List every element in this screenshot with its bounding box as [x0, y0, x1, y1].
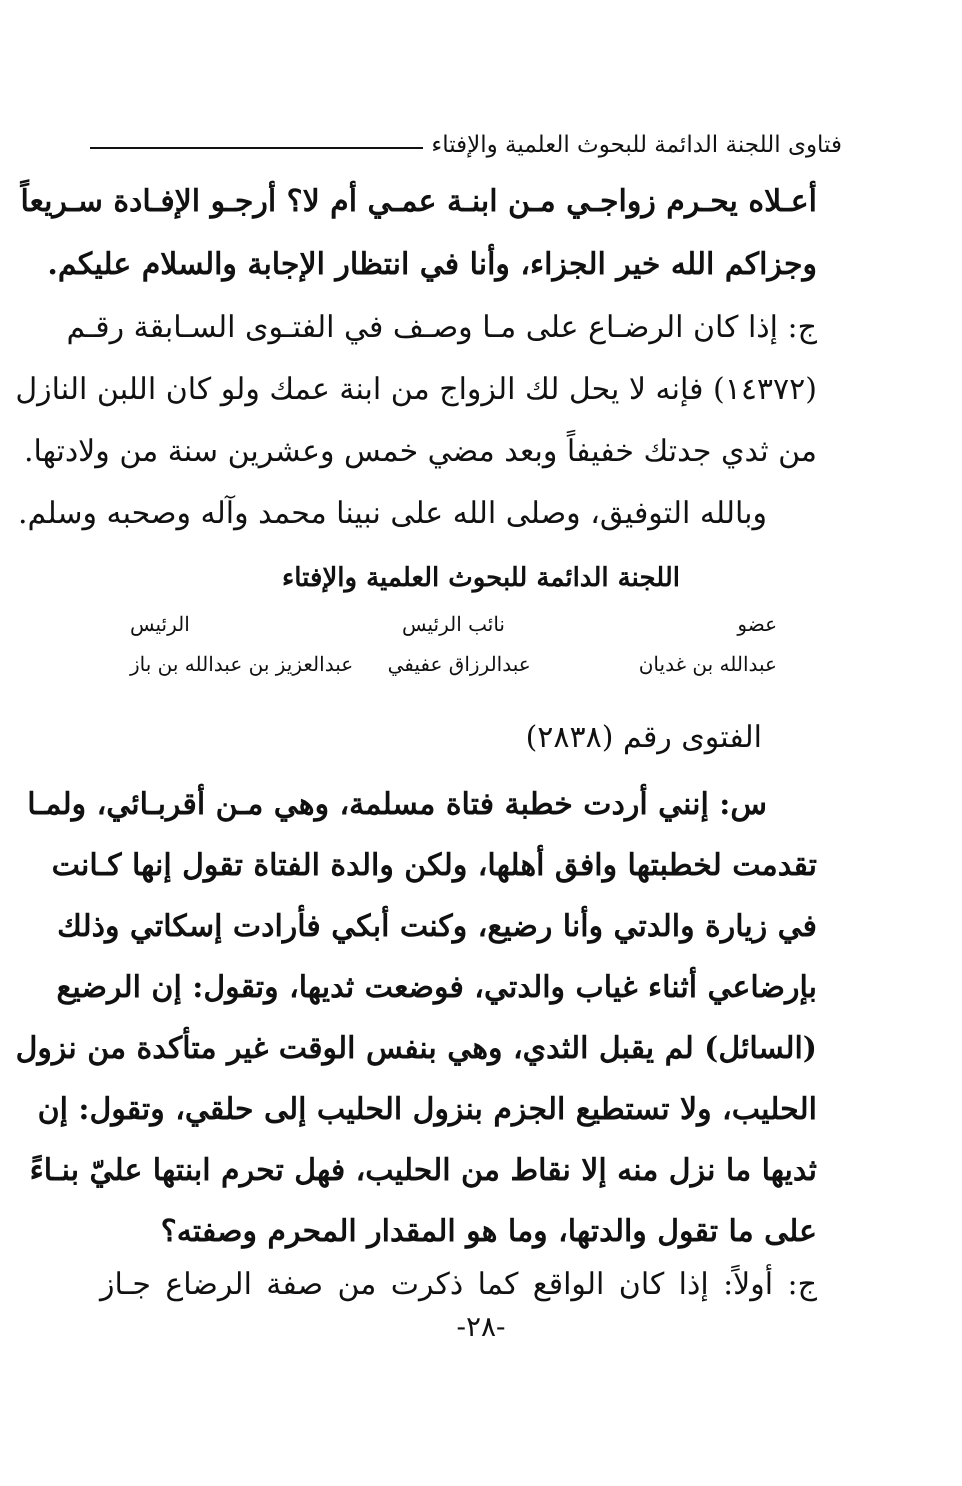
signature-names	[130, 652, 777, 682]
question-line: الحليب، ولا تستطيع الجزم بنزول الحليب إلى حلقي، وتقول: إن	[37, 1092, 817, 1127]
question-line: بإرضاعي أثناء غياب والدتي، فوضعت ثديها، وتقول: إن الرضيع	[56, 970, 817, 1005]
fatwa-number: الفتوى رقم (٢٨٣٨)	[525, 720, 762, 755]
closing-line: وبالله التوفيق، وصلى الله على نبينا محمد وآله وصحبه وسلم.	[17, 496, 767, 531]
body-line: من ثدي جدتك خفيفاً وبعد مضي خمس وعشرين سنة من ولادتها.	[23, 434, 817, 469]
answer-line: ج: أولاً: إذا كان الواقع كما ذكرت من صفة الرضاع جـاز	[100, 1267, 817, 1302]
body-line: (١٤٣٧٢) فإنه لا يحل لك الزواج من ابنة عمك ولو كان اللبن النازل	[15, 372, 817, 407]
body-line: أعـلاه يحـرم زواجـي مـن ابنـة عمـي أم لا؟ أرجـو الإفـادة سـريعاً	[20, 184, 817, 219]
name-chairman: عبدالعزيز بن عبدالله بن باز	[129, 652, 354, 676]
question-line: على ما تقول والدتها، وما هو المقدار المحرم وصفته؟	[160, 1214, 817, 1249]
body-line: ج: إذا كان الرضـاع على مـا وصـف في الفتـوى السـابقة رقـم	[66, 310, 817, 345]
question-line: في زيارة والدتي وأنا رضيع، وكنت أبكي فأرادت إسكاتي وذلك	[57, 909, 817, 944]
header-rule	[90, 147, 423, 149]
role-member: عضو	[737, 612, 777, 636]
name-member: عبدالله بن غديان	[638, 652, 777, 676]
question-line: (السائل) لم يقبل الثدي، وهي بنفس الوقت غير متأكدة من نزول	[15, 1031, 817, 1066]
name-deputy: عبدالرزاق عفيفي	[387, 652, 531, 676]
question-line: س: إنني أردت خطبة فتاة مسلمة، وهي مـن أقربـائي، ولمـا	[27, 787, 767, 822]
page-number: -٢٨-	[456, 1310, 506, 1343]
committee-title: اللجنة الدائمة للبحوث العلمية والإفتاء	[282, 563, 680, 593]
running-header	[90, 118, 842, 158]
body-line: وجزاكم الله خير الجزاء، وأنا في انتظار الإجابة والسلام عليكم.	[47, 247, 817, 282]
signature-roles	[130, 612, 777, 642]
running-header-title: فتاوى اللجنة الدائمة للبحوث العلمية والإفتاء	[431, 132, 842, 158]
question-line: تقدمت لخطبتها وافق أهلها، ولكن والدة الفتاة تقول إنها كـانت	[51, 848, 817, 883]
question-line: ثديها ما نزل منه إلا نقاط من الحليب، فهل تحرم ابنتها عليّ بنـاءً	[29, 1153, 817, 1188]
role-deputy: نائب الرئيس	[401, 612, 505, 636]
role-chairman: الرئيس	[129, 612, 190, 636]
